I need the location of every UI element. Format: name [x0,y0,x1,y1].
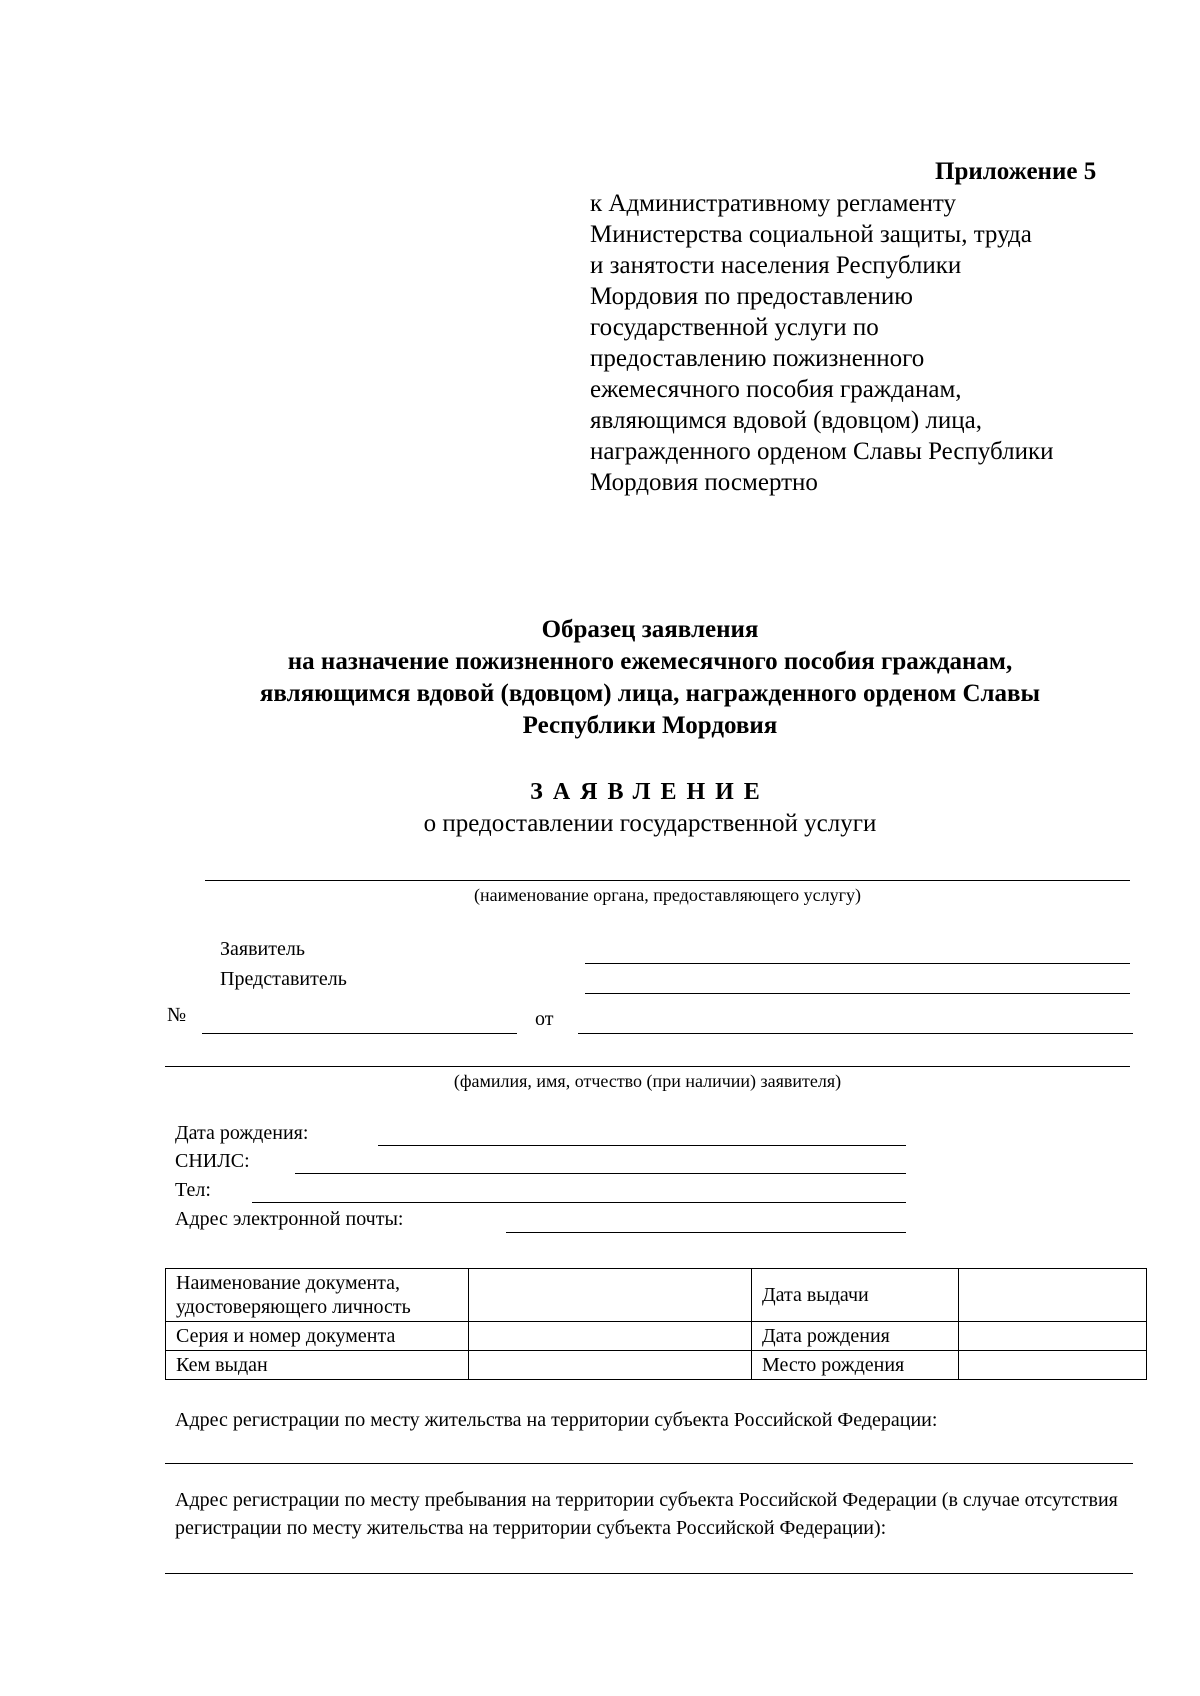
table-cell-label: Дата рождения [752,1322,959,1351]
table-row [166,1322,1147,1351]
stay-address-label: Адрес регистрации по месту пребывания на территории субъекта Российской Федерации (в случае отсутствия регистрации по месту жительства на территории субъекта Российской Федерации): [175,1489,1118,1539]
table-cell-input[interactable] [469,1322,752,1351]
appendix-line: Мордовия по предоставлению [590,283,913,310]
table-cell-input[interactable] [959,1351,1147,1380]
appendix-line: предоставлению пожизненного [590,345,925,372]
table-cell-label: Наименование документа, удостоверяющего личность [166,1269,469,1322]
authority-caption: (наименование органа, предоставляющего услугу) [474,885,861,905]
appendix-line: награжденного орденом Славы Республики [590,438,1054,465]
from-label: от [535,1008,554,1030]
phone-line[interactable] [252,1202,906,1203]
appendix-line: Мордовия посмертно [590,469,818,496]
residence-address-label: Адрес регистрации по месту жительства на территории субъекта Российской Федерации: [175,1409,938,1431]
snils-label: СНИЛС: [175,1150,250,1172]
form-subtitle: о предоставлении государственной услуги [423,810,877,837]
representative-label: Представитель [220,968,347,990]
sample-heading [160,614,1140,742]
table-cell-label: Кем выдан [166,1351,469,1380]
fio-line[interactable] [165,1066,1130,1067]
email-label: Адрес электронной почты: [175,1208,404,1230]
appendix-line: Министерства социальной защиты, труда [590,221,1032,248]
fio-caption: (фамилия, имя, отчество (при наличии) заявителя) [453,1071,842,1091]
stay-address-line[interactable] [165,1573,1133,1574]
table-cell-label: Серия и номер документа [166,1322,469,1351]
from-line[interactable] [578,1033,1133,1034]
identity-document-table [165,1268,1147,1380]
table-row [166,1269,1147,1322]
appendix-line: ежемесячного пособия гражданам, [590,376,962,403]
appendix-line: и занятости населения Республики [590,252,962,279]
birth-date-line[interactable] [378,1145,906,1146]
table-cell-input[interactable] [469,1269,752,1322]
appendix-line: государственной услуги по [590,314,879,341]
table-cell-label: Место рождения [752,1351,959,1380]
number-label: № [167,1004,187,1026]
applicant-line[interactable] [585,963,1130,964]
form-title: ЗАЯВЛЕНИЕ [530,779,770,805]
sample-heading-line: являющимся вдовой (вдовцом) лица, награжденного орденом Славы [259,680,1041,707]
representative-line[interactable] [585,993,1130,994]
table-cell-input[interactable] [959,1269,1147,1322]
birth-date-label: Дата рождения: [175,1122,309,1144]
appendix-line: к Административному регламенту [590,190,957,217]
email-line[interactable] [506,1232,906,1233]
table-row [166,1351,1147,1380]
table-cell-input[interactable] [469,1351,752,1380]
snils-line[interactable] [295,1173,906,1174]
number-line[interactable] [202,1033,517,1034]
phone-label: Тел: [175,1179,211,1201]
table-cell-label: Дата выдачи [752,1269,959,1322]
appendix-title: Приложение 5 [935,158,1097,185]
appendix-line: являющимся вдовой (вдовцом) лица, [590,407,982,434]
sample-heading-line: Образец заявления [541,616,759,643]
residence-address-line[interactable] [165,1463,1133,1464]
table-cell-input[interactable] [959,1322,1147,1351]
applicant-label: Заявитель [220,938,305,960]
sample-heading-line: на назначение пожизненного ежемесячного пособия гражданам, [287,648,1013,675]
appendix-text [590,188,1122,498]
authority-line[interactable] [205,880,1130,881]
sample-heading-line: Республики Мордовия [522,712,778,739]
